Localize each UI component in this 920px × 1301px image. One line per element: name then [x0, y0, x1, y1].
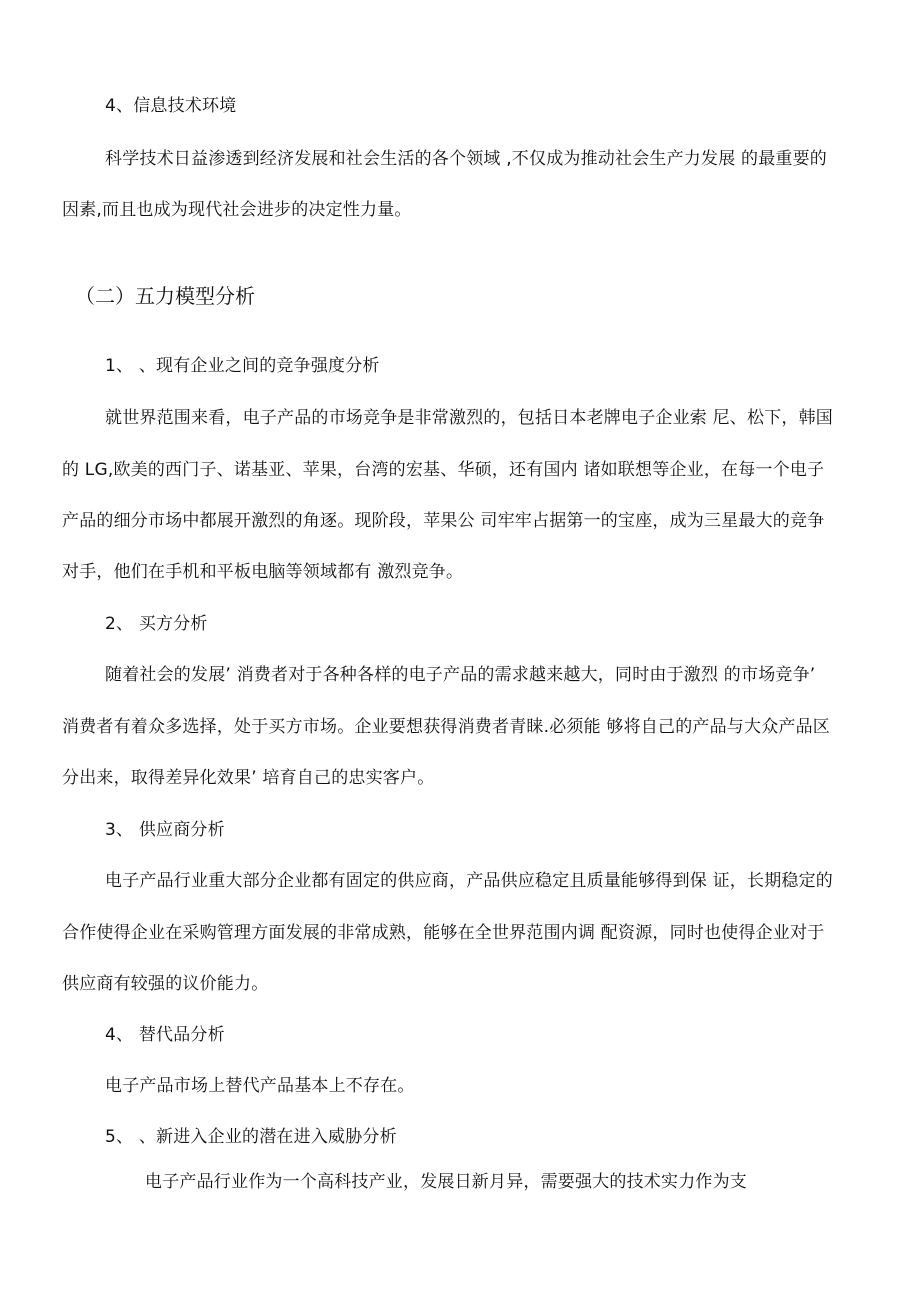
- paragraph-line: 产品的细分市场中都展开激烈的角逐。现阶段，苹果公 司牢牢占据第一的宝座，成为三星最大的竞争: [62, 511, 825, 531]
- paragraph-line: 因素,而且也成为现代社会进步的决定性力量。: [62, 200, 412, 220]
- subsection-title-suppliers: 3、 供应商分析: [105, 820, 225, 840]
- paragraph-line: 的 LG,欧美的西门子、诺基亚、苹果，台湾的宏基、华硕，还有国内 诸如联想等企业，在每一个电子: [62, 460, 825, 480]
- subsection-title-competition: 1、 、现有企业之间的竞争强度分析: [105, 356, 380, 376]
- paragraph-line: 消费者有着众多选择，处于买方市场。企业要想获得消费者青睐.必须能 够将自己的产品与大众产品区: [62, 717, 831, 737]
- paragraph-line: 分出来，取得差异化效果’ 培育自己的忠实客户。: [62, 768, 435, 788]
- subsection-title-buyers: 2、 买方分析: [105, 614, 208, 634]
- paragraph-line: 科学技术日益渗透到经济发展和社会生活的各个领域 ,不仅成为推动社会生产力发展 的最重要的: [105, 149, 828, 169]
- paragraph-line: 合作使得企业在采购管理方面发展的非常成熟，能够在全世界范围内调 配资源，同时也使得企业对于: [62, 923, 825, 943]
- section-heading-five-forces: （二）五力模型分析: [75, 284, 255, 308]
- paragraph-line: 随着社会的发展’ 消费者对于各种各样的电子产品的需求越来越大，同时由于激烈 的市场竞争’: [105, 665, 816, 685]
- subsection-title-substitutes: 4、 替代品分析: [105, 1025, 225, 1045]
- paragraph-line: 就世界范围来看，电子产品的市场竞争是非常激烈的，包括日本老牌电子企业索 尼、松下，韩国: [105, 408, 834, 428]
- paragraph-line: 电子产品行业作为一个高科技产业，发展日新月异，需要强大的技术实力作为支: [145, 1172, 747, 1192]
- paragraph-line: 对手，他们在手机和平板电脑等领域都有 激烈竞争。: [62, 562, 464, 582]
- section-title-info-tech: 4、信息技术环境: [105, 96, 237, 116]
- paragraph-line: 电子产品市场上替代产品基本上不存在。: [105, 1076, 415, 1096]
- paragraph-line: 供应商有较强的议价能力。: [62, 974, 269, 994]
- subsection-title-new-entrants: 5、 、新进入企业的潜在进入威胁分析: [105, 1127, 397, 1147]
- paragraph-line: 电子产品行业重大部分企业都有固定的供应商，产品供应稳定且质量能够得到保 证，长期稳定的: [105, 871, 834, 891]
